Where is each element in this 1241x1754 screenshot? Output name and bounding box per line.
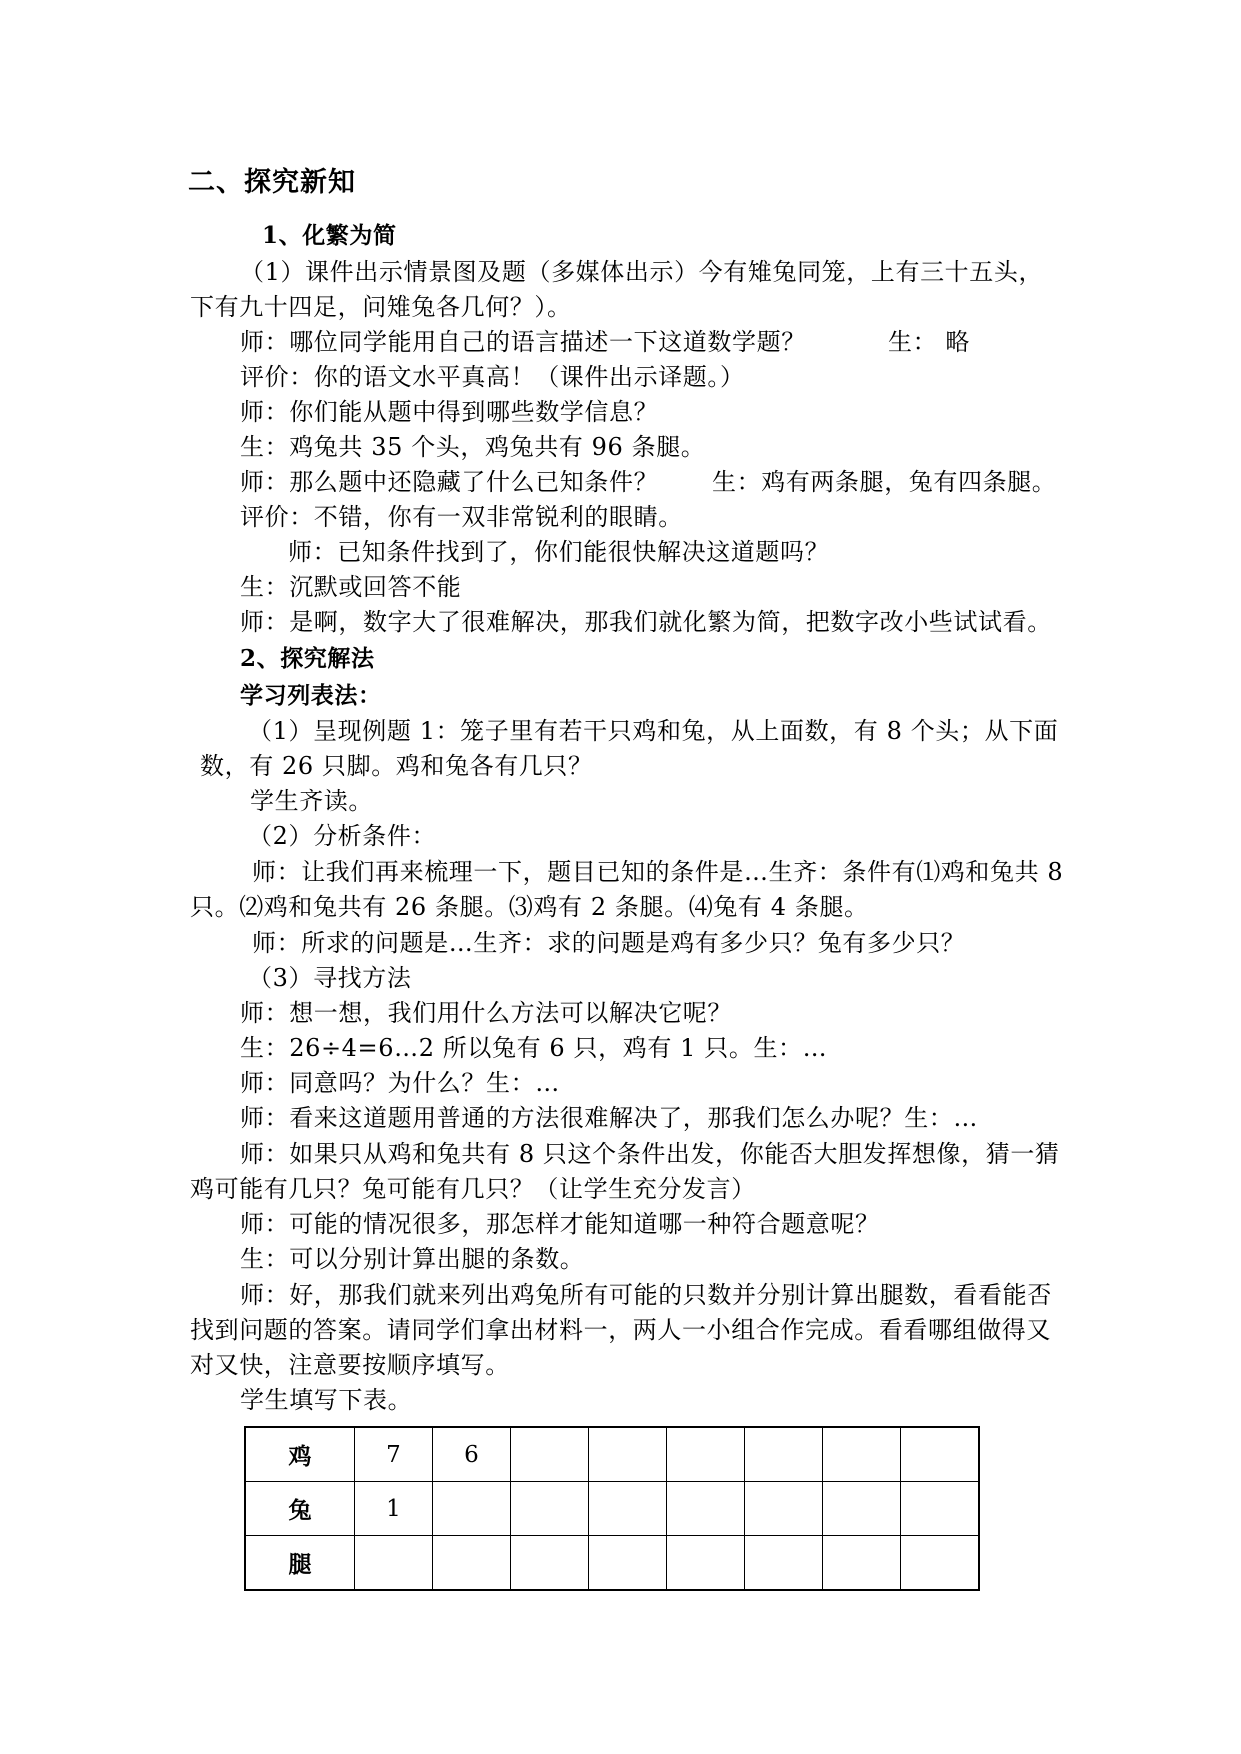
teacher-line: 师：如果只从鸡和兔共有 8 只这个条件出发，你能否大胆发挥想像，猜一猜 xyxy=(240,1140,1060,1168)
table-row xyxy=(245,1482,979,1536)
teacher-line: 师：想一想，我们用什么方法可以解决它呢？ xyxy=(240,999,732,1027)
table-cell xyxy=(745,1482,823,1536)
table-cell xyxy=(511,1427,589,1482)
teacher-line: 师：那么题中还隐藏了什么已知条件？ xyxy=(240,468,659,496)
table-cell xyxy=(433,1482,511,1536)
teacher-line: 师：看来这道题用普通的方法很难解决了，那我们怎么办呢？生：… xyxy=(240,1104,978,1132)
paragraph-line: 下有九十四足，问雉兔各几何？）。 xyxy=(190,293,572,321)
table-cell xyxy=(823,1427,901,1482)
table-cell xyxy=(745,1536,823,1591)
teacher-line: 师：是啊，数字大了很难解决，那我们就化繁为简，把数字改小些试试看。 xyxy=(240,608,1052,636)
paragraph-line: 学生齐读。 xyxy=(250,787,373,815)
paragraph-line: 数，有 26 只脚。鸡和兔各有几只？ xyxy=(200,752,593,780)
student-line: 生：26÷4=6…2 所以兔有 6 只，鸡有 1 只。生：… xyxy=(240,1034,828,1062)
table-cell: 7 xyxy=(355,1427,433,1482)
table-cell xyxy=(745,1427,823,1482)
student-line: 生： 略 xyxy=(888,328,971,356)
table-cell xyxy=(823,1482,901,1536)
table-cell xyxy=(589,1536,667,1591)
table-cell xyxy=(667,1536,745,1591)
paragraph-line: （3）寻找方法 xyxy=(248,964,412,992)
table-cell: 1 xyxy=(355,1482,433,1536)
table-row xyxy=(245,1427,979,1482)
table-cell xyxy=(511,1482,589,1536)
subsection-title-2: 2、探究解法 xyxy=(240,645,375,672)
teacher-line: 师：好，那我们就来列出鸡兔所有可能的只数并分别计算出腿数，看看能否 xyxy=(240,1281,1052,1309)
teacher-line: 师：同意吗？为什么？生：… xyxy=(240,1069,560,1097)
teacher-line: 师：哪位同学能用自己的语言描述一下这道数学题？ xyxy=(240,328,806,356)
teacher-line: 师：可能的情况很多，那怎样才能知道哪一种符合题意呢？ xyxy=(240,1210,880,1238)
teacher-line: 师：让我们再来梳理一下，题目已知的条件是…生齐：条件有⑴鸡和兔共 8 xyxy=(252,858,1064,886)
table-cell xyxy=(667,1427,745,1482)
table-cell xyxy=(433,1536,511,1591)
paragraph-line: 对又快，注意要按顺序填写。 xyxy=(190,1351,510,1379)
teacher-line: 师：你们能从题中得到哪些数学信息？ xyxy=(240,398,659,426)
chicken-rabbit-table xyxy=(244,1426,980,1591)
table-cell xyxy=(823,1536,901,1591)
paragraph-line: （2）分析条件： xyxy=(248,822,437,850)
evaluation-line: 评价：你的语文水平真高！（课件出示译题。） xyxy=(240,363,745,391)
paragraph-line: 鸡可能有几只？兔可能有几只？（让学生充分发言） xyxy=(190,1175,756,1203)
table-cell xyxy=(901,1482,980,1536)
table-cell xyxy=(511,1536,589,1591)
section-heading: 二、探究新知 xyxy=(188,167,356,198)
teacher-line: 师：已知条件找到了，你们能很快解决这道题吗？ xyxy=(288,538,830,566)
row-label-legs: 腿 xyxy=(245,1536,355,1591)
table-row xyxy=(245,1536,979,1591)
paragraph-line: 学生填写下表。 xyxy=(240,1386,413,1414)
student-line: 生：沉默或回答不能 xyxy=(240,573,462,601)
table-cell xyxy=(589,1427,667,1482)
method-subtitle: 学习列表法： xyxy=(240,682,382,709)
row-label-chicken: 鸡 xyxy=(245,1427,355,1482)
student-line: 生：可以分别计算出腿的条数。 xyxy=(240,1245,585,1273)
student-line: 生：鸡兔共 35 个头，鸡兔共有 96 条腿。 xyxy=(240,433,706,461)
paragraph-line: 找到问题的答案。请同学们拿出材料一，两人一小组合作完成。看看哪组做得又 xyxy=(190,1316,1051,1344)
table-cell xyxy=(667,1482,745,1536)
paragraph-line: 只。⑵鸡和兔共有 26 条腿。⑶鸡有 2 条腿。⑷兔有 4 条腿。 xyxy=(190,893,869,921)
paragraph-line: （1）课件出示情景图及题（多媒体出示）今有雉兔同笼，上有三十五头， xyxy=(240,258,1044,286)
student-line: 生：鸡有两条腿，兔有四条腿。 xyxy=(712,468,1057,496)
table-cell xyxy=(355,1536,433,1591)
row-label-rabbit: 兔 xyxy=(245,1482,355,1536)
table-cell xyxy=(589,1482,667,1536)
table-cell: 6 xyxy=(433,1427,511,1482)
table-cell xyxy=(901,1427,980,1482)
evaluation-line: 评价：不错，你有一双非常锐利的眼睛。 xyxy=(240,503,683,531)
teacher-line: 师：所求的问题是…生齐：求的问题是鸡有多少只？兔有多少只？ xyxy=(252,929,966,957)
paragraph-line: （1）呈现例题 1：笼子里有若干只鸡和兔，从上面数，有 8 个头；从下面 xyxy=(248,717,1059,745)
table-cell xyxy=(901,1536,980,1591)
subsection-title-1: 1、化繁为简 xyxy=(262,222,397,249)
